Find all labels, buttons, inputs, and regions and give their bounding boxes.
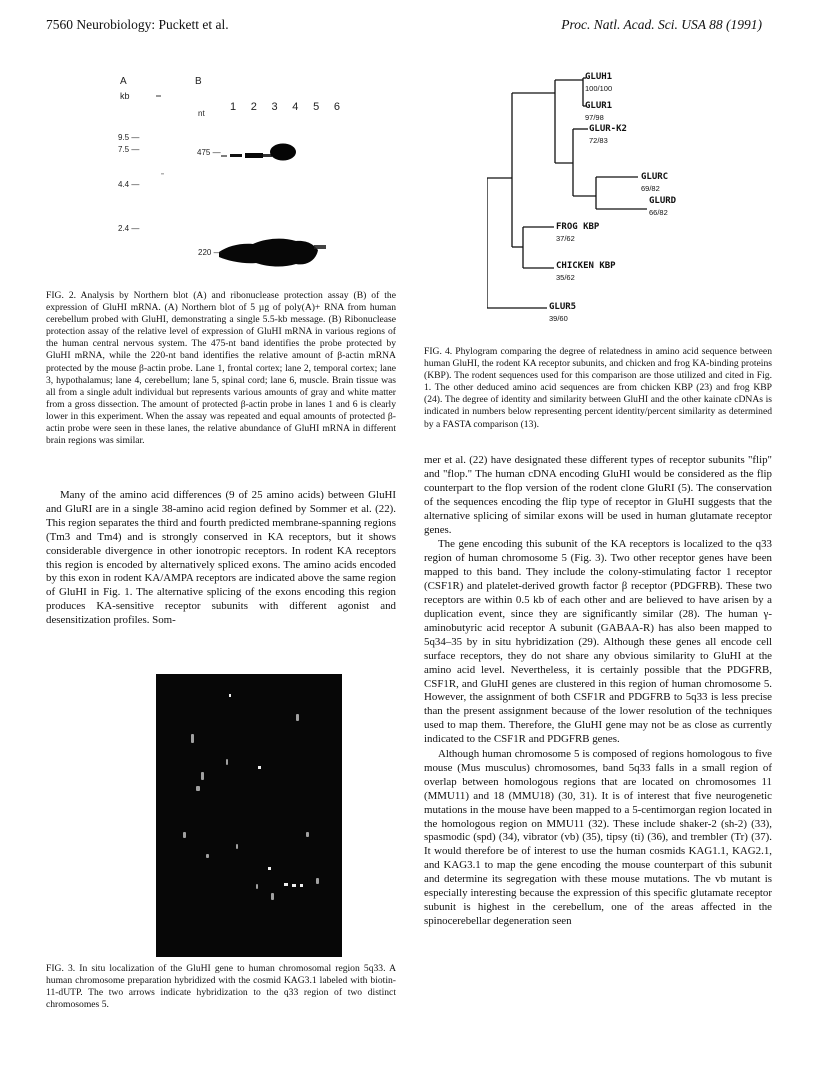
kb-tick: 7.5 —	[118, 145, 140, 154]
leaf-glur1: GLUR1	[585, 101, 613, 111]
leaf-chicken-kbp: CHICKEN KBP	[556, 261, 616, 271]
nt-mark-475: 475 —	[197, 148, 221, 157]
fig4-caption: FIG. 4. Phylogram comparing the degree of relatedness in amino acid sequence between human GluHI, the rodent KA receptor subunits, and chicken and frog KA-binding proteins (KBP). The rodent sequences used for this comparison are those utilized and cited in Fig. 1. The other deduced amino acid sequences are from chicken KBP (23) and frog KBP (24). The degree of identity and similarity between GluHI and the other kainate cDNAs is indicated in numbers below representing percent identity/percent similarity as determined by a FASTA comparison (13).	[424, 346, 772, 430]
nt-label: nt	[198, 109, 205, 118]
leaf-frog-kbp: FROG KBP	[556, 222, 600, 232]
fig2-caption: FIG. 2. Analysis by Northern blot (A) and ribonuclease protection assay (B) of the expression of GluHI mRNA. (A) Northern blot of 5 µg of poly(A)+ RNA from human cerebellum probed with GluHI, demonstrating a single 5.5-kb message. (B) Ribonuclease protection assay of the relative level of expression of GluHI mRNA in various regions of the human central nervous system. The 475-nt band identifies the probe protected by GluHI mRNA, while the 220-nt band identifies the relative amount of β-actin mRNA protected by the mouse β-actin probe. Lane 1, frontal cortex; lane 2, temporal cortex; lane 3, hypothalamus; lane 4, cerebellum; lane 5, spinal cord; lane 6, muscle. Brain tissue was all from a single adult individual but represents various amounts of gray and white matter from a gross dissection. The amount of protected β-actin probe in lanes 1 and 6 is clearly lower in this experiment. When the assay was repeated and equal amounts of protected β-actin probe were seen in these lanes, the relative abundance of GluHI mRNA in different brain regions was similar.	[46, 290, 396, 447]
leaf-score: 69/82	[641, 184, 660, 193]
leaf-score: 100/100	[585, 84, 613, 93]
kb-tick: 9.5 —	[118, 133, 140, 142]
panel-a-label: A	[120, 76, 127, 87]
paragraph: The gene encoding this subunit of the KA receptors is localized to the q33 region of human chromosome 5 (Fig. 3). Two other receptor genes have been mapped to this band. They include the colony-stimulating factor 1 receptor (CSF1R) and platelet-derived growth factor β receptor (PDGFRB). These two receptors are within 0.5 kb of each other and are believed to have arisen by a duplication event, since they are significantly similar (28). The human γ-aminobutyric acid receptor A subunit (GABAA-R) has also been mapped to 5q34–35 by in situ hybridization (29). Although these genes all encode cell surface receptors, they do not share any obvious similarity to GluHI at the amino acid level. Nevertheless, it is certainly possible that the PDGFRB, CSF1R, and GluHI genes are clustered in this region of human chromosome 5. However, the assignment of both CSF1R and PDGFRB to 5q33 is less precise than the present assignment because of the lower resolution of the techniques used to map them. Therefore, the GluHI gene may not be as close as currently indicated to the CSF1R and PDGFRB genes.	[424, 538, 772, 746]
lane-label: 3	[271, 101, 278, 113]
panel-b-label: B	[195, 76, 202, 87]
fig3-micrograph	[156, 674, 342, 957]
running-header-right: Proc. Natl. Acad. Sci. USA 88 (1991)	[561, 17, 762, 32]
lane-label: 4	[292, 101, 299, 113]
leaf-score: 39/60	[549, 314, 568, 323]
paragraph: mer et al. (22) have designated these different types of receptor subunits "flip" and "flop." The human cDNA encoding GluHI would be considered as the flip counterpart to the flop version of the rodent clone GluRI (5). The conservation of the sequences encoding the flip type of receptor in GluHI suggests that the alternative splicing of similar exons will be used in human glutamate receptor genes.	[424, 454, 772, 536]
body-left	[46, 489, 396, 629]
chromosome-spread	[156, 674, 342, 957]
fig4-phylogram	[487, 72, 709, 323]
paragraph: Although human chromosome 5 is composed of regions homologous to five mouse (Mus musculus) chromosomes, band 5q33 falls in a small region of overlap between homologous regions that are located on chromosomes 11 (MMU11) and 18 (MMU18) (30, 31). It is of interest that five neurogenetic mutations in the mouse have been mapped to a 5-centimorgan region located in the homologous region on MMU11 (32). These include shaker-2 (sh-2) (33), spasmodic (spd) (34), vibrator (vb) (35), tipsy (ti) (36), and trembler (Tr) (37). It would therefore be of interest to use the human cosmids KAG1.1, KAG2.1, and KAG3.1 to map the gene encoding the mouse counterpart of this subunit and determine its segregation with these mouse mutations. The vb mutant is especially interesting because the expression of this specific glutamate receptor subunit is highest in the cerebellum, one of the areas affected in the spinocerebellar degeneration seen	[424, 748, 772, 927]
fig2-blot	[118, 75, 370, 270]
paragraph: Many of the amino acid differences (9 of 25 amino acids) between GluHI and GluRI are in a single 38-amino acid region defined by Sommer et al. (22). This region separates the third and fourth predicted membrane-spanning regions (Tm3 and Tm4) and is strongly conserved in KA receptors, but it shows considerable divergence in other ionotropic receptors. In rodent KA receptors this region is encoded by alternatively spliced exons. The amino acids encoded by this exon in rodent KA/AMPA receptors are indicated above the same region of GluHI in Fig. 1. The alternative splicing of the exons encoding this region produces KA-sensitive receptor subunits with different agonist and desensitization profiles. Som-	[46, 489, 396, 627]
lane-label: 5	[313, 101, 320, 113]
fig3-caption: FIG. 3. In situ localization of the GluHI gene to human chromosomal region 5q33. A human chromosome preparation hybridized with the cosmid KAG3.1 labeled with biotin-11-dUTP. The two arrows indicate hybridization to the q33 region of two distinct chromosomes 5.	[46, 963, 396, 1011]
leaf-glur5: GLUR5	[549, 302, 577, 312]
running-header-left: 7560 Neurobiology: Puckett et al.	[46, 17, 229, 32]
leaf-gluh1: GLUH1	[585, 72, 613, 82]
leaf-glur-k2: GLUR-K2	[589, 124, 627, 134]
leaf-score: 37/62	[556, 234, 575, 243]
leaf-glurd: GLURD	[649, 196, 677, 206]
leaf-score: 66/82	[649, 208, 668, 217]
kb-label: kb	[120, 91, 130, 101]
lane-label: 1	[230, 101, 237, 113]
kb-tick: 2.4 —	[118, 224, 140, 233]
lane-label: 6	[333, 101, 340, 113]
lane-label: 2	[250, 101, 257, 113]
nt-mark-220: 220 —	[198, 248, 222, 257]
lane-labels	[230, 101, 340, 113]
leaf-score: 35/62	[556, 273, 575, 282]
leaf-score: 72/83	[589, 136, 608, 145]
body-right	[424, 454, 772, 930]
leaf-score: 97/98	[585, 113, 604, 122]
leaf-glurc: GLURC	[641, 172, 669, 182]
kb-tick: 4.4 —	[118, 180, 140, 189]
